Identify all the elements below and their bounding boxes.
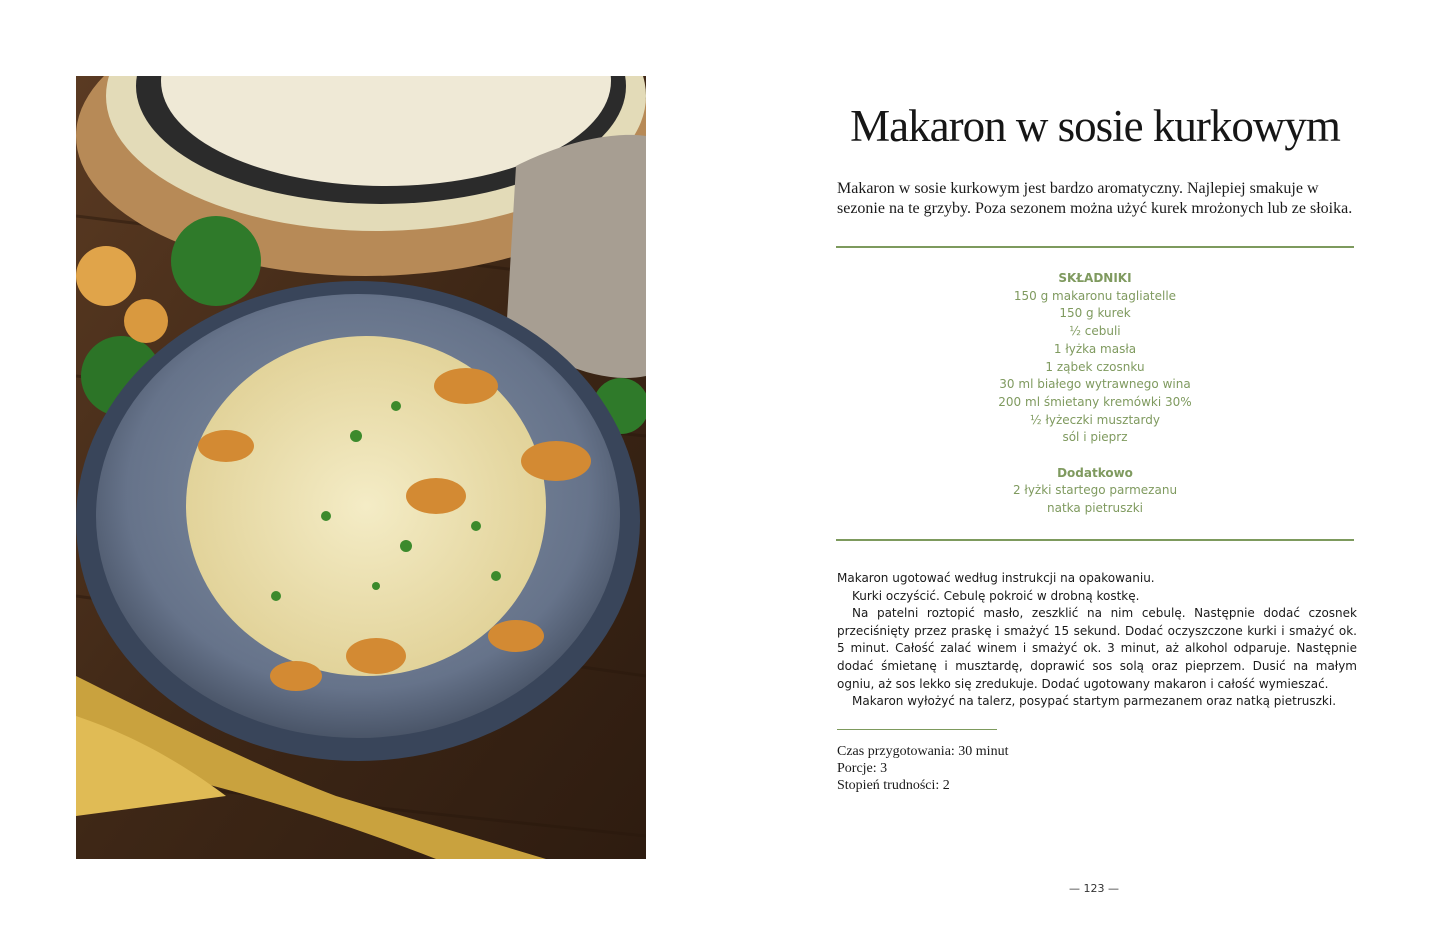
ingredients-spacer <box>836 447 1354 465</box>
servings: Porcje: 3 <box>837 761 888 776</box>
method-step: Makaron ugotować według instrukcji na opakowaniu. <box>837 571 1155 585</box>
difficulty: Stopień trudności: 2 <box>837 778 950 793</box>
ingredient-item: 150 g makaronu tagliatelle <box>1013 288 1177 303</box>
method-step: Na patelni roztopić masło, zeszklić na nim cebulę. Następnie dodać czosnek przeciśnięty przez praskę i smażyć 15 sekund. Dodać oczyszczone kurki i smażyć ok. 5 minut. Całość zalać winem i smażyć ok. 3 minut, aż alkohol odparuje. Następnie dodać śmietanę i musztardę, doprawić sos solą oraz pieprzem. Dusić na małym ogniu, aż sos lekko się zredukuje. Dodać ugotowany makaron i całość wymieszać. <box>837 606 1357 691</box>
recipe-title: Makaron w sosie kurkowym <box>850 101 1340 151</box>
ingredient-item: 200 ml śmietany kremówki 30% <box>998 394 1192 409</box>
method-step: Kurki oczyścić. Cebulę pokroić w drobną kostkę. <box>852 588 1140 603</box>
prep-time: Czas przygotowania: 30 minut <box>837 744 1009 759</box>
recipe-intro: Makaron w sosie kurkowym jest bardzo aromatyczny. Najlepiej smakuje w sezonie na te grzyby. Poza sezonem można użyć kurek mrożonych lub ze słoika. <box>837 180 1353 217</box>
method-step: Makaron wyłożyć na talerz, posypać startym parmezanem oraz natką pietruszki. <box>852 694 1337 709</box>
ingredient-item: ½ łyżeczki musztardy <box>1030 412 1160 427</box>
method-section <box>837 570 1357 711</box>
divider-bottom <box>836 539 1354 541</box>
extra-item: natka pietruszki <box>1047 501 1143 516</box>
ingredient-item: sól i pieprz <box>1062 430 1128 445</box>
extra-item: 2 łyżki startego parmezanu <box>1012 483 1178 498</box>
divider-top <box>836 246 1354 248</box>
recipe-photo <box>76 76 646 859</box>
ingredient-item: 1 ząbek czosnku <box>1045 359 1145 374</box>
ingredients-section <box>836 270 1354 518</box>
page-number: — 123 — <box>1069 882 1119 895</box>
ingredient-item: 30 ml białego wytrawnego wina <box>999 377 1191 392</box>
pasta-dish-illustration <box>76 76 646 859</box>
ingredients-heading: SKŁADNIKI <box>1058 271 1132 285</box>
ingredient-item: ½ cebuli <box>1069 324 1121 339</box>
meta-divider <box>837 729 997 730</box>
ingredient-item: 150 g kurek <box>1059 306 1131 321</box>
recipe-meta <box>837 743 1137 794</box>
extras-heading: Dodatkowo <box>1057 465 1133 480</box>
ingredient-item: 1 łyżka masła <box>1053 341 1137 356</box>
